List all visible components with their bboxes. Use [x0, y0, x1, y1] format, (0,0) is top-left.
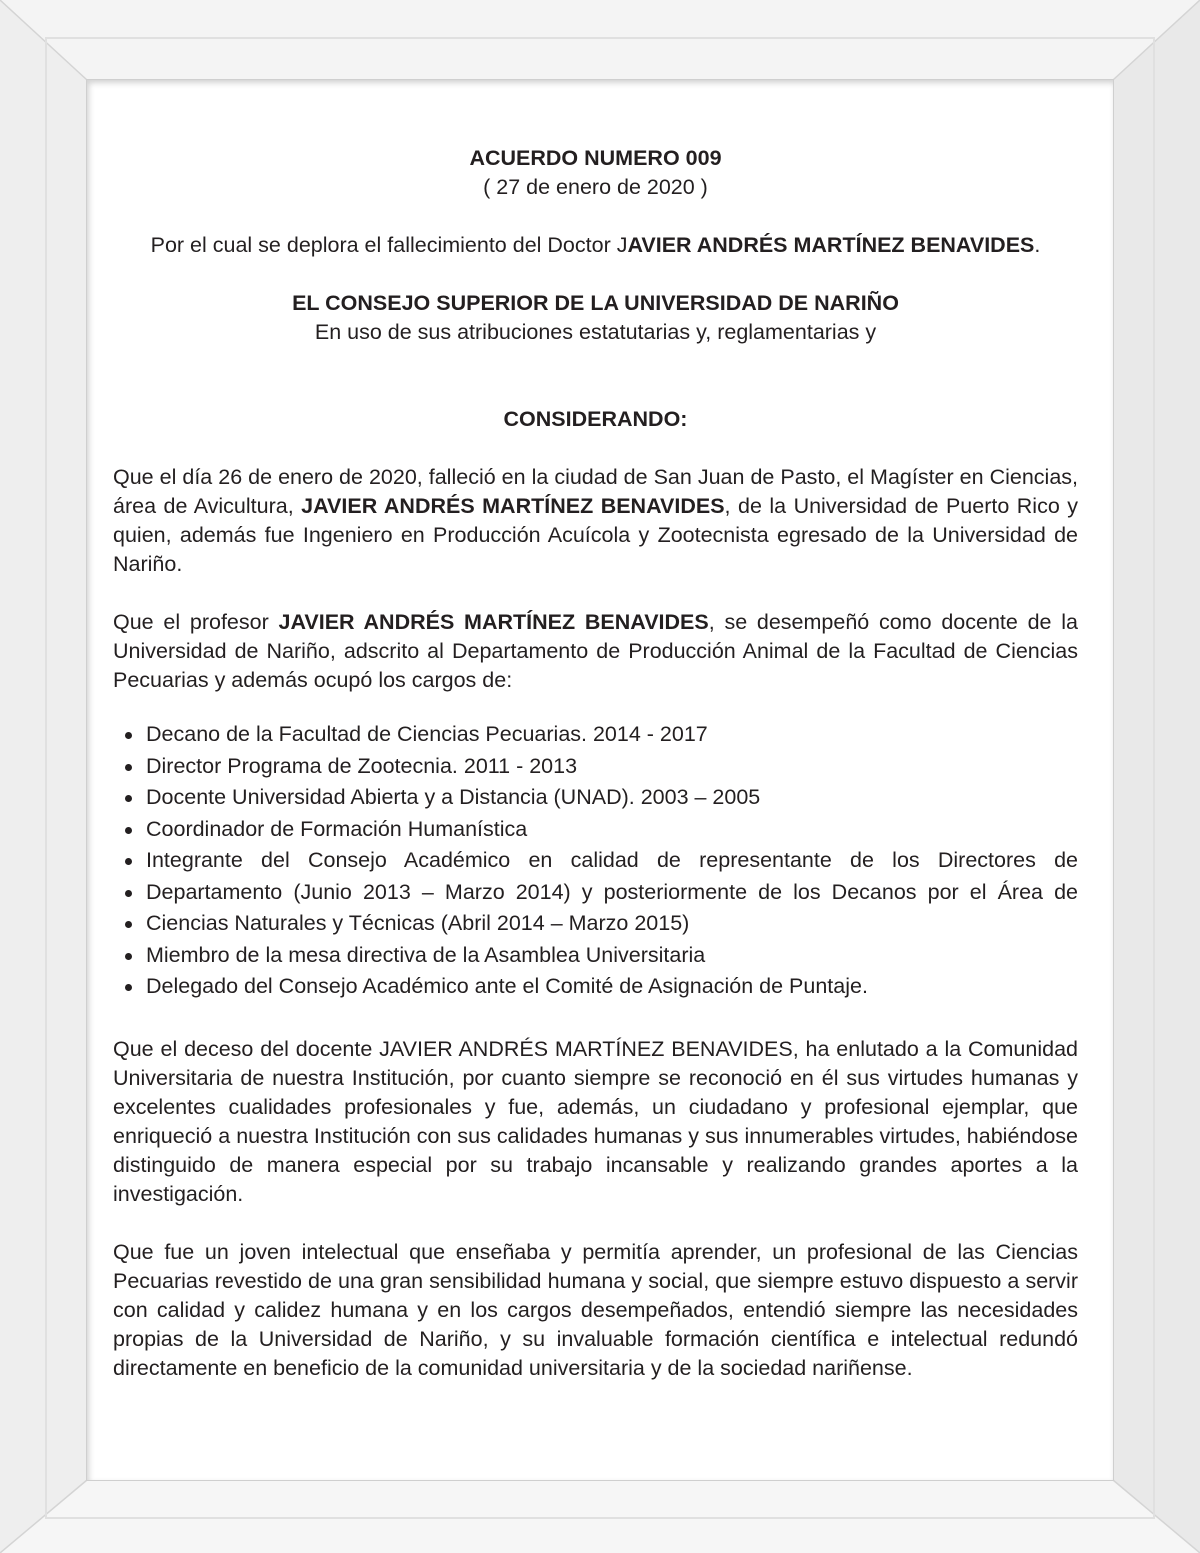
- considering-heading: CONSIDERANDO:: [503, 407, 688, 431]
- paragraph-professor: [113, 608, 1078, 695]
- list-item: [113, 751, 1078, 783]
- paragraph-professor-text-a: Que el profesor: [113, 610, 279, 634]
- bullet-icon: [125, 953, 132, 960]
- list-item: [113, 845, 1078, 877]
- list-item: [113, 782, 1078, 814]
- bullet-icon: [125, 732, 132, 739]
- paragraph-death-name: JAVIER ANDRÉS MARTÍNEZ BENAVIDES: [301, 494, 725, 518]
- list-item-text: Docente Universidad Abierta y a Distancia (UNAD). 2003 – 2005: [146, 785, 761, 809]
- document-title: ACUERDO NUMERO 009: [469, 146, 722, 170]
- bullet-icon: [125, 921, 132, 928]
- list-item-text: Delegado del Consejo Académico ante el Comité de Asignación de Puntaje.: [146, 974, 868, 998]
- paragraph-death-text-b: , de la Universidad de Puerto Rico y quien, además fue Ingeniero en Producción Acuícola y Zootecnista egresado de la Universidad de Nariño.: [113, 494, 1078, 576]
- subject-prefix: Por el cual se deplora el fallecimiento del Doctor J: [150, 233, 628, 257]
- council-heading: EL CONSEJO SUPERIOR DE LA UNIVERSIDAD DE NARIÑO: [292, 291, 899, 315]
- list-item: [113, 940, 1078, 972]
- subject-suffix: .: [1034, 233, 1041, 257]
- paragraph-legacy: Que el deceso del docente JAVIER ANDRÉS MARTÍNEZ BENAVIDES, ha enlutado a la Comunidad Universitaria de nuestra Institución, por cuanto siempre se reconoció en él sus virtudes humanas y excelentes cualidades profesionales y fue, además, un ciudadano y profesional ejemplar, que enriqueció a nuestra Institución con sus calidades humanas y sus innumerables virtudes, habiéndose distinguido de manera especial por su trabajo incansable y realizando grandes aportes a la investigación.: [113, 1036, 1078, 1206]
- bullet-icon: [125, 858, 132, 865]
- list-item: [113, 814, 1078, 846]
- list-item: [113, 908, 1078, 940]
- list-item-text: Coordinador de Formación Humanística: [146, 816, 528, 841]
- subject-name: AVIER ANDRÉS MARTÍNEZ BENAVIDES: [627, 233, 1035, 257]
- document-date: ( 27 de enero de 2020 ): [483, 175, 708, 199]
- list-item-text: Decano de la Facultad de Ciencias Pecuarias. 2014 - 2017: [146, 722, 708, 746]
- document-body: [113, 144, 1078, 1383]
- list-item: [113, 971, 1078, 1003]
- paragraph-intellectual: Que fue un joven intelectual que enseñaba y permitía aprender, un profesional de las Ciencias Pecuarias revestido de una gran sensibilidad humana y social, que siempre estuvo dispuesto a servir con calidad y calidez humana y en los cargos desempeñados, entendió siempre las necesidades propias de la Universidad de Nariño, y su invaluable formación científica e intelectual redundó directamente en beneficio de la comunidad universitaria y de la sociedad nariñense.: [113, 1239, 1078, 1380]
- paragraph-death: [113, 463, 1078, 579]
- positions-list: [113, 719, 1078, 1003]
- bullet-icon: [125, 984, 132, 991]
- paragraph-professor-text-b: , se desempeñó como docente de la Universidad de Nariño, adscrito al Departamento de Producción Animal de la Facultad de Ciencias Pecuarias y además ocupó los cargos de:: [113, 610, 1078, 692]
- attributions-line: En uso de sus atribuciones estatutarias y, reglamentarias y: [314, 320, 877, 344]
- list-item-text: Integrante del Consejo Académico en calidad de representante de los Directores de: [146, 848, 1078, 872]
- document-subject: [113, 231, 1078, 260]
- bullet-icon: [125, 764, 132, 771]
- list-item: [113, 877, 1078, 909]
- paragraph-professor-name: JAVIER ANDRÉS MARTÍNEZ BENAVIDES: [278, 610, 709, 634]
- list-item-text: Ciencias Naturales y Técnicas (Abril 2014 – Marzo 2015): [146, 911, 690, 935]
- bullet-icon: [125, 795, 132, 802]
- list-item-text: Miembro de la mesa directiva de la Asamblea Universitaria: [146, 942, 706, 967]
- paragraph-death-text-a: Que el día 26 de enero de 2020, falleció en la ciudad de San Juan de Pasto, el Magíster en Ciencias, área de Avicultura,: [113, 465, 1078, 518]
- bullet-icon: [125, 827, 132, 834]
- list-item-text: Departamento (Junio 2013 – Marzo 2014) y posteriormente de los Decanos por el Área de: [146, 879, 1078, 904]
- list-item-text: Director Programa de Zootecnia. 2011 - 2013: [146, 753, 578, 778]
- list-item: [113, 719, 1078, 751]
- bullet-icon: [125, 890, 132, 897]
